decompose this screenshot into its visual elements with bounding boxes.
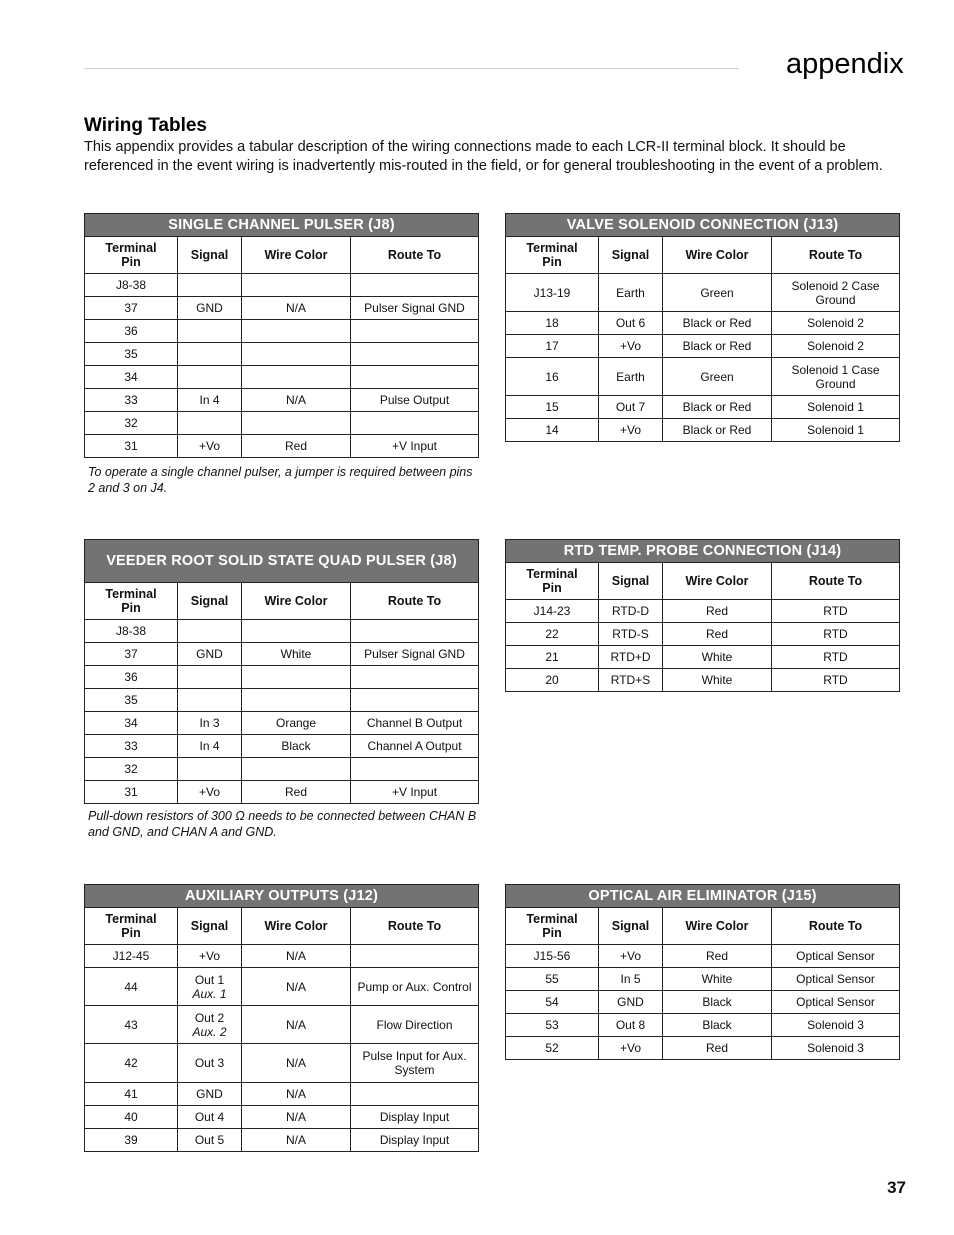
section-title: Wiring Tables: [84, 115, 207, 136]
table-row: [85, 435, 479, 458]
cell-signal: GND: [178, 643, 242, 666]
cell-terminal-pin: 31: [85, 781, 178, 804]
cell-wire-color: Black or Red: [663, 419, 772, 442]
cell-route-to: [351, 689, 479, 712]
table-row: [85, 343, 479, 366]
cell-terminal-pin: J15-56: [506, 945, 599, 968]
cell-wire-color: Red: [242, 435, 351, 458]
col-header-wire-color: Wire Color: [663, 908, 772, 945]
cell-signal: Out 4: [178, 1106, 242, 1129]
section-intro: This appendix provides a tabular description of the wiring connections made to each LCR-II terminal block. It should be referenced in the event wiring is inadvertently mis-routed in the field, or for general troubleshooting in the event of a problem.: [84, 139, 883, 174]
cell-wire-color: Black or Red: [663, 312, 772, 335]
col-header-terminal-pin: Terminal Pin: [506, 237, 599, 274]
cell-signal: +Vo: [599, 419, 663, 442]
cell-terminal-pin: J14-23: [506, 600, 599, 623]
table-row: [506, 312, 900, 335]
cell-route-to: [351, 620, 479, 643]
col-header-terminal-pin: Terminal Pin: [85, 237, 178, 274]
cell-wire-color: [242, 412, 351, 435]
cell-terminal-pin: 16: [506, 358, 599, 396]
cell-signal: +Vo: [178, 781, 242, 804]
cell-signal: RTD-D: [599, 600, 663, 623]
col-header-signal: Signal: [599, 237, 663, 274]
table-row: [506, 274, 900, 312]
table-title: SINGLE CHANNEL PULSER (J8): [85, 214, 479, 237]
page-number: 37: [887, 1178, 906, 1197]
cell-wire-color: White: [663, 669, 772, 692]
cell-wire-color: [242, 274, 351, 297]
cell-terminal-pin: 15: [506, 396, 599, 419]
table-title: RTD TEMP. PROBE CONNECTION (J14): [506, 540, 900, 563]
table-note-single-channel-pulser: To operate a single channel pulser, a jumper is required between pins 2 and 3 on J4.: [88, 465, 473, 495]
cell-terminal-pin: 32: [85, 758, 178, 781]
cell-signal: Out 7: [599, 396, 663, 419]
table-title: AUXILIARY OUTPUTS (J12): [85, 885, 479, 908]
cell-signal-aux: Aux. 1: [192, 986, 227, 1001]
cell-wire-color: N/A: [242, 1006, 351, 1044]
cell-terminal-pin: 35: [85, 689, 178, 712]
cell-route-to: [351, 343, 479, 366]
cell-terminal-pin: 20: [506, 669, 599, 692]
cell-route-to: Solenoid 2: [772, 312, 900, 335]
cell-signal: GND: [178, 1083, 242, 1106]
cell-terminal-pin: 21: [506, 646, 599, 669]
cell-route-to: [351, 758, 479, 781]
cell-terminal-pin: 37: [85, 297, 178, 320]
cell-signal: [178, 274, 242, 297]
cell-terminal-pin: 22: [506, 623, 599, 646]
cell-terminal-pin: 36: [85, 320, 178, 343]
col-header-wire-color: Wire Color: [663, 563, 772, 600]
cell-route-to: +V Input: [351, 781, 479, 804]
cell-terminal-pin: 36: [85, 666, 178, 689]
cell-route-to: Solenoid 3: [772, 1014, 900, 1037]
wiring-table-rtd-probe: [505, 539, 900, 692]
cell-terminal-pin: 33: [85, 735, 178, 758]
col-header-route-to: Route To: [351, 583, 479, 620]
cell-route-to: RTD: [772, 600, 900, 623]
table-row: [506, 396, 900, 419]
cell-wire-color: Green: [663, 358, 772, 396]
cell-route-to: RTD: [772, 646, 900, 669]
cell-signal: Out 2 Aux. 2: [178, 1006, 242, 1044]
cell-wire-color: Red: [242, 781, 351, 804]
cell-terminal-pin: 17: [506, 335, 599, 358]
cell-route-to: [351, 1083, 479, 1106]
cell-signal: RTD+D: [599, 646, 663, 669]
col-header-route-to: Route To: [772, 237, 900, 274]
cell-wire-color: Orange: [242, 712, 351, 735]
cell-route-to: [351, 945, 479, 968]
cell-terminal-pin: 34: [85, 366, 178, 389]
wiring-table-optical-air-eliminator: [505, 884, 900, 1060]
col-header-route-to: Route To: [772, 563, 900, 600]
cell-terminal-pin: 41: [85, 1083, 178, 1106]
cell-terminal-pin: 32: [85, 412, 178, 435]
table-row: [85, 1044, 479, 1083]
table-row: [85, 781, 479, 804]
cell-route-to: Display Input: [351, 1129, 479, 1152]
table-note-quad-pulser: Pull-down resistors of 300 Ω needs to be connected between CHAN B and GND, and CHAN A and GND.: [88, 809, 477, 839]
col-header-terminal-pin: Terminal Pin: [506, 908, 599, 945]
cell-wire-color: Black: [663, 991, 772, 1014]
cell-route-to: Flow Direction: [351, 1006, 479, 1044]
page-title: appendix: [786, 48, 904, 80]
cell-route-to: Pulser Signal GND: [351, 297, 479, 320]
table-row: [85, 666, 479, 689]
col-header-wire-color: Wire Color: [242, 908, 351, 945]
cell-wire-color: Black: [663, 1014, 772, 1037]
cell-signal: Out 5: [178, 1129, 242, 1152]
table-row: [506, 968, 900, 991]
cell-route-to: [351, 666, 479, 689]
cell-terminal-pin: 18: [506, 312, 599, 335]
cell-route-to: Pulse Output: [351, 389, 479, 412]
cell-terminal-pin: 33: [85, 389, 178, 412]
cell-signal: Out 8: [599, 1014, 663, 1037]
cell-wire-color: Black or Red: [663, 396, 772, 419]
cell-wire-color: N/A: [242, 1044, 351, 1083]
cell-wire-color: [242, 620, 351, 643]
table-row: [506, 419, 900, 442]
cell-wire-color: [242, 320, 351, 343]
cell-terminal-pin: 31: [85, 435, 178, 458]
cell-wire-color: [242, 366, 351, 389]
cell-wire-color: N/A: [242, 297, 351, 320]
cell-route-to: Display Input: [351, 1106, 479, 1129]
table-row: [85, 412, 479, 435]
cell-signal: +Vo: [599, 335, 663, 358]
table-row: [506, 945, 900, 968]
cell-terminal-pin: 53: [506, 1014, 599, 1037]
cell-wire-color: Black: [242, 735, 351, 758]
cell-terminal-pin: J8-38: [85, 274, 178, 297]
table-row: [85, 758, 479, 781]
cell-terminal-pin: 39: [85, 1129, 178, 1152]
cell-signal: +Vo: [599, 945, 663, 968]
cell-terminal-pin: 37: [85, 643, 178, 666]
cell-terminal-pin: 43: [85, 1006, 178, 1044]
cell-route-to: [351, 320, 479, 343]
col-header-signal: Signal: [599, 908, 663, 945]
cell-route-to: Solenoid 2 Case Ground: [772, 274, 900, 312]
table-row: [85, 389, 479, 412]
cell-terminal-pin: 42: [85, 1044, 178, 1083]
cell-route-to: Optical Sensor: [772, 968, 900, 991]
cell-signal: [178, 366, 242, 389]
cell-wire-color: Red: [663, 600, 772, 623]
cell-signal: +Vo: [599, 1037, 663, 1060]
cell-signal: Out 1 Aux. 1: [178, 968, 242, 1006]
table-title: OPTICAL AIR ELIMINATOR (J15): [506, 885, 900, 908]
wiring-table-quad-pulser: [84, 539, 479, 804]
table-row: [85, 735, 479, 758]
cell-route-to: Channel A Output: [351, 735, 479, 758]
cell-signal: [178, 320, 242, 343]
cell-signal: Out 6: [599, 312, 663, 335]
cell-terminal-pin: 44: [85, 968, 178, 1006]
cell-wire-color: N/A: [242, 389, 351, 412]
col-header-wire-color: Wire Color: [663, 237, 772, 274]
table-row: [85, 968, 479, 1006]
table-row: [85, 1083, 479, 1106]
cell-route-to: RTD: [772, 623, 900, 646]
wiring-table-auxiliary-outputs: [84, 884, 479, 1152]
table-title: VEEDER ROOT SOLID STATE QUAD PULSER (J8): [85, 540, 479, 583]
cell-signal: [178, 412, 242, 435]
cell-route-to: Solenoid 1 Case Ground: [772, 358, 900, 396]
cell-route-to: RTD: [772, 669, 900, 692]
col-header-route-to: Route To: [351, 237, 479, 274]
cell-terminal-pin: 14: [506, 419, 599, 442]
cell-terminal-pin: 40: [85, 1106, 178, 1129]
table-row: [506, 646, 900, 669]
cell-signal: [178, 689, 242, 712]
cell-terminal-pin: 35: [85, 343, 178, 366]
table-row: [85, 643, 479, 666]
cell-signal: +Vo: [178, 435, 242, 458]
cell-wire-color: N/A: [242, 945, 351, 968]
cell-signal: Earth: [599, 358, 663, 396]
table-row: [85, 366, 479, 389]
table-row: [85, 620, 479, 643]
table-row: [506, 669, 900, 692]
cell-route-to: [351, 366, 479, 389]
cell-terminal-pin: J12-45: [85, 945, 178, 968]
cell-signal: Earth: [599, 274, 663, 312]
cell-route-to: Channel B Output: [351, 712, 479, 735]
cell-terminal-pin: 52: [506, 1037, 599, 1060]
col-header-wire-color: Wire Color: [242, 237, 351, 274]
cell-terminal-pin: J13-19: [506, 274, 599, 312]
table-row: [506, 1037, 900, 1060]
table-row: [506, 991, 900, 1014]
cell-signal: In 5: [599, 968, 663, 991]
cell-signal: Out 3: [178, 1044, 242, 1083]
table-row: [85, 1006, 479, 1044]
table-row: [85, 297, 479, 320]
col-header-signal: Signal: [178, 237, 242, 274]
cell-wire-color: White: [242, 643, 351, 666]
cell-signal-aux: Aux. 2: [192, 1024, 227, 1039]
col-header-wire-color: Wire Color: [242, 583, 351, 620]
table-row: [506, 623, 900, 646]
cell-route-to: Solenoid 3: [772, 1037, 900, 1060]
col-header-route-to: Route To: [772, 908, 900, 945]
cell-signal: RTD-S: [599, 623, 663, 646]
table-row: [85, 274, 479, 297]
cell-wire-color: N/A: [242, 1129, 351, 1152]
cell-route-to: Pump or Aux. Control: [351, 968, 479, 1006]
cell-wire-color: White: [663, 968, 772, 991]
cell-route-to: +V Input: [351, 435, 479, 458]
cell-wire-color: N/A: [242, 1106, 351, 1129]
cell-wire-color: [242, 666, 351, 689]
cell-signal: In 4: [178, 735, 242, 758]
cell-route-to: Optical Sensor: [772, 945, 900, 968]
col-header-terminal-pin: Terminal Pin: [85, 908, 178, 945]
cell-route-to: Solenoid 2: [772, 335, 900, 358]
cell-wire-color: [242, 343, 351, 366]
cell-wire-color: [242, 758, 351, 781]
cell-signal: [178, 343, 242, 366]
cell-wire-color: [242, 689, 351, 712]
cell-terminal-pin: 54: [506, 991, 599, 1014]
table-row: [85, 689, 479, 712]
table-row: [85, 945, 479, 968]
cell-wire-color: Green: [663, 274, 772, 312]
cell-signal: RTD+S: [599, 669, 663, 692]
wiring-table-single-channel-pulser: [84, 213, 479, 458]
cell-signal: In 4: [178, 389, 242, 412]
cell-wire-color: Red: [663, 945, 772, 968]
cell-wire-color: N/A: [242, 1083, 351, 1106]
table-row: [506, 335, 900, 358]
cell-route-to: [351, 412, 479, 435]
cell-route-to: Solenoid 1: [772, 396, 900, 419]
cell-signal: +Vo: [178, 945, 242, 968]
cell-wire-color: White: [663, 646, 772, 669]
wiring-table-valve-solenoid: [505, 213, 900, 442]
cell-route-to: Optical Sensor: [772, 991, 900, 1014]
table-title: VALVE SOLENOID CONNECTION (J13): [506, 214, 900, 237]
col-header-signal: Signal: [178, 583, 242, 620]
cell-signal: GND: [599, 991, 663, 1014]
cell-terminal-pin: J8-38: [85, 620, 178, 643]
cell-wire-color: Red: [663, 1037, 772, 1060]
cell-terminal-pin: 34: [85, 712, 178, 735]
header-rule: [84, 68, 739, 69]
cell-route-to: Solenoid 1: [772, 419, 900, 442]
cell-wire-color: Red: [663, 623, 772, 646]
cell-wire-color: Black or Red: [663, 335, 772, 358]
table-row: [506, 1014, 900, 1037]
table-row: [85, 1129, 479, 1152]
cell-signal: [178, 666, 242, 689]
cell-route-to: [351, 274, 479, 297]
cell-terminal-pin: 55: [506, 968, 599, 991]
col-header-terminal-pin: Terminal Pin: [85, 583, 178, 620]
table-row: [85, 1106, 479, 1129]
cell-wire-color: N/A: [242, 968, 351, 1006]
col-header-terminal-pin: Terminal Pin: [506, 563, 599, 600]
table-row: [506, 600, 900, 623]
cell-signal: [178, 620, 242, 643]
table-row: [85, 712, 479, 735]
col-header-signal: Signal: [599, 563, 663, 600]
col-header-route-to: Route To: [351, 908, 479, 945]
cell-route-to: Pulse Input for Aux. System: [351, 1044, 479, 1083]
cell-signal: GND: [178, 297, 242, 320]
cell-route-to: Pulser Signal GND: [351, 643, 479, 666]
cell-signal: In 3: [178, 712, 242, 735]
table-row: [85, 320, 479, 343]
col-header-signal: Signal: [178, 908, 242, 945]
table-row: [506, 358, 900, 396]
cell-signal: [178, 758, 242, 781]
